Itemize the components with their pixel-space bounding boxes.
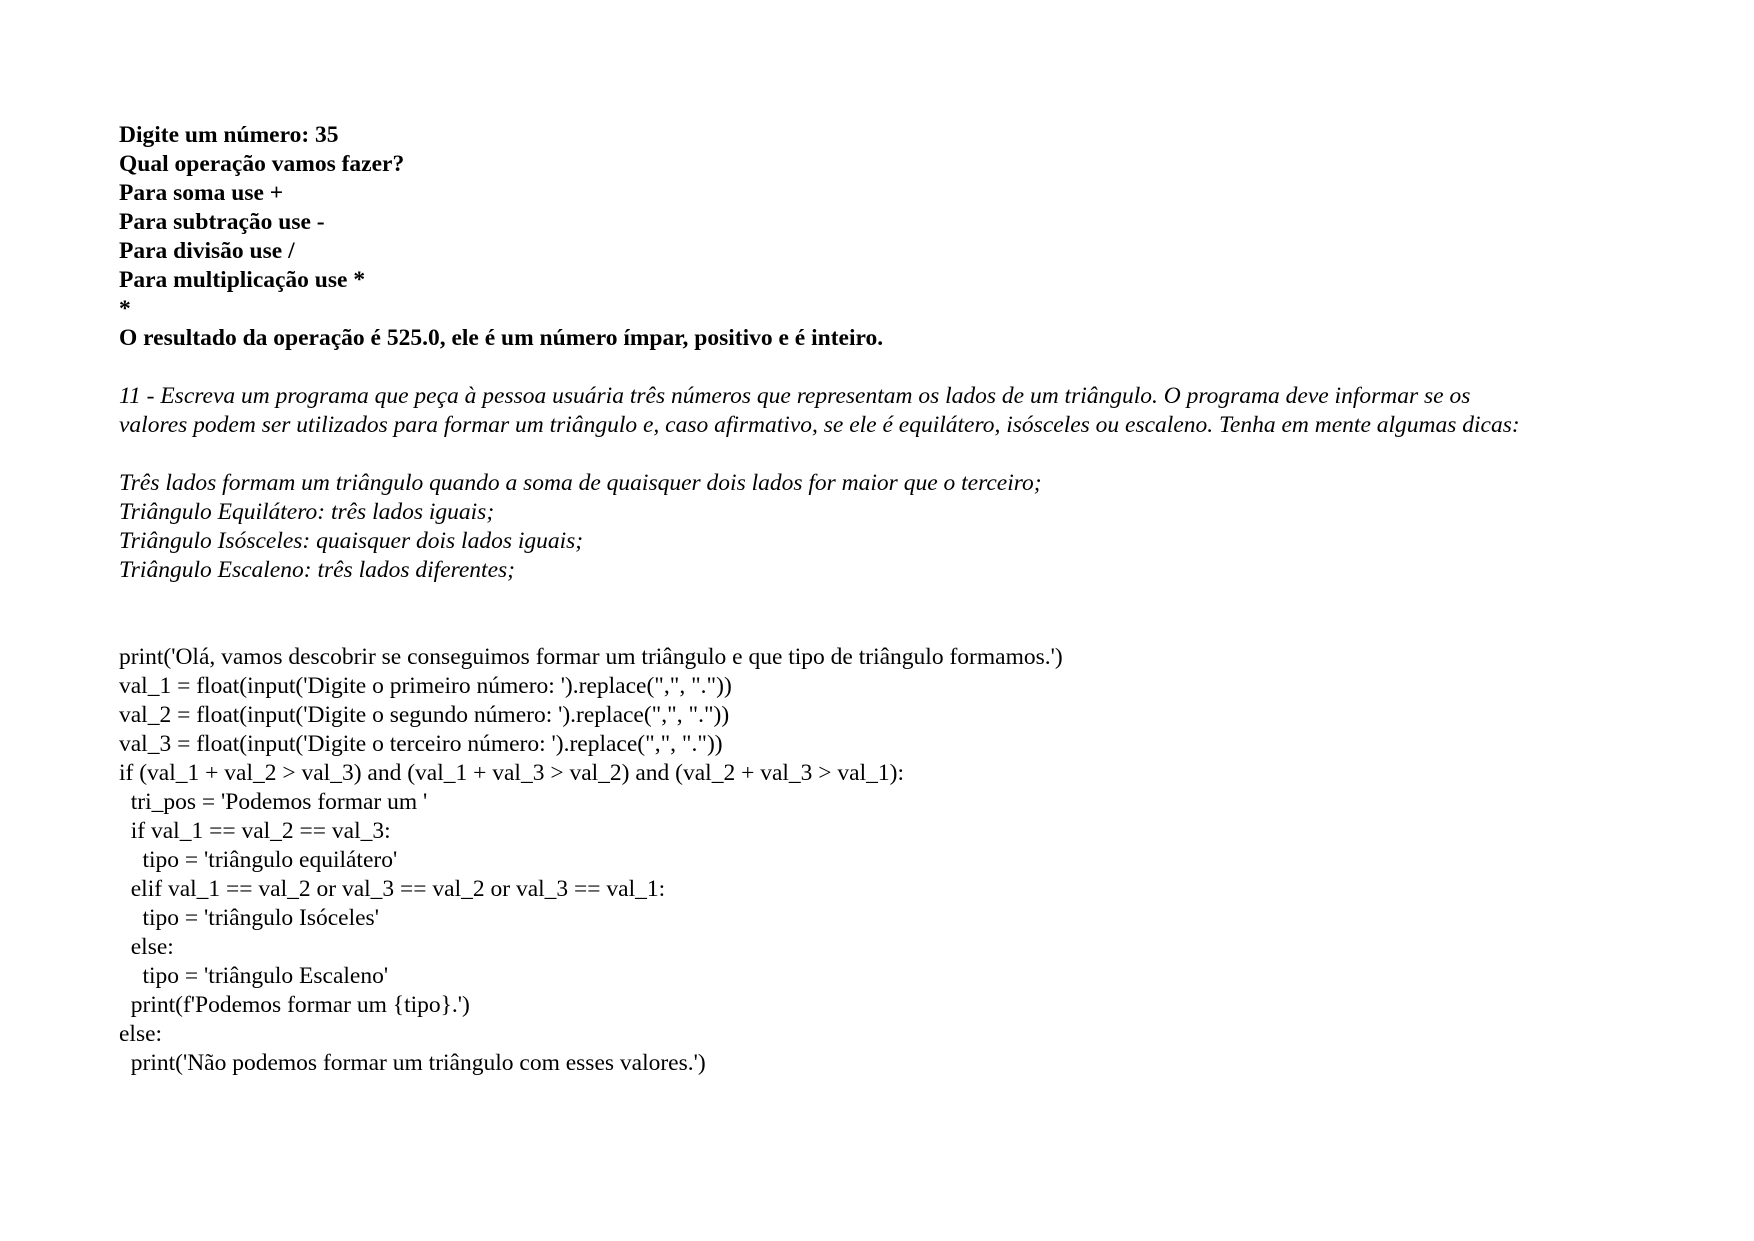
spacer <box>119 440 1679 469</box>
output-line: Para divisão use / <box>119 238 295 264</box>
output-line: Para multiplicação use * <box>119 267 366 293</box>
code-line: else: <box>119 934 174 960</box>
code-line: if val_1 == val_2 == val_3: <box>119 818 391 844</box>
program-output-block <box>119 121 1679 353</box>
hint-line: Triângulo Escaleno: três lados diferentes; <box>119 557 515 583</box>
result-line: O resultado da operação é 525.0, ele é um número ímpar, positivo e é inteiro. <box>119 325 884 351</box>
hint-line: Três lados formam um triângulo quando a soma de quaisquer dois lados for maior que o terceiro; <box>119 470 1042 496</box>
spacer <box>119 353 1679 382</box>
code-line: print('Olá, vamos descobrir se conseguimos formar um triângulo e que tipo de triângulo formamos.') <box>119 644 1063 670</box>
code-line: if (val_1 + val_2 > val_3) and (val_1 + val_3 > val_2) and (val_2 + val_3 > val_1): <box>119 760 904 786</box>
spacer <box>119 585 1679 614</box>
code-line: val_3 = float(input('Digite o terceiro número: ').replace(",", ".")) <box>119 731 723 757</box>
code-line: tipo = 'triângulo equilátero' <box>119 847 398 873</box>
code-line: tipo = 'triângulo Isóceles' <box>119 905 379 931</box>
code-line: val_2 = float(input('Digite o segundo número: ').replace(",", ".")) <box>119 702 730 728</box>
hint-line: Triângulo Isósceles: quaisquer dois lados iguais; <box>119 528 584 554</box>
output-line: Para subtração use - <box>119 209 325 235</box>
code-line: else: <box>119 1021 163 1047</box>
output-line: Qual operação vamos fazer? <box>119 151 405 177</box>
code-block <box>119 643 1679 1078</box>
exercise-statement <box>119 382 1679 440</box>
code-line: elif val_1 == val_2 or val_3 == val_2 or val_3 == val_1: <box>119 876 666 902</box>
output-line: Digite um número: 35 <box>119 122 339 148</box>
output-line: * <box>119 296 131 322</box>
code-line: tipo = 'triângulo Escaleno' <box>119 963 389 989</box>
statement-line: valores podem ser utilizados para formar um triângulo e, caso afirmativo, se ele é equilátero, isósceles ou escaleno. Tenha em mente algumas dicas: <box>119 412 1520 438</box>
document-page <box>119 121 1679 1078</box>
spacer <box>119 614 1679 643</box>
code-line: print('Não podemos formar um triângulo com esses valores.') <box>119 1050 706 1076</box>
hint-line: Triângulo Equilátero: três lados iguais; <box>119 499 495 525</box>
code-line: val_1 = float(input('Digite o primeiro número: ').replace(",", ".")) <box>119 673 732 699</box>
code-line: print(f'Podemos formar um {tipo}.') <box>119 992 470 1018</box>
output-line: Para soma use + <box>119 180 284 206</box>
statement-line: 11 - Escreva um programa que peça à pessoa usuária três números que representam os lados de um triângulo. O programa deve informar se os <box>119 383 1471 409</box>
exercise-hints <box>119 469 1679 585</box>
code-line: tri_pos = 'Podemos formar um ' <box>119 789 428 815</box>
